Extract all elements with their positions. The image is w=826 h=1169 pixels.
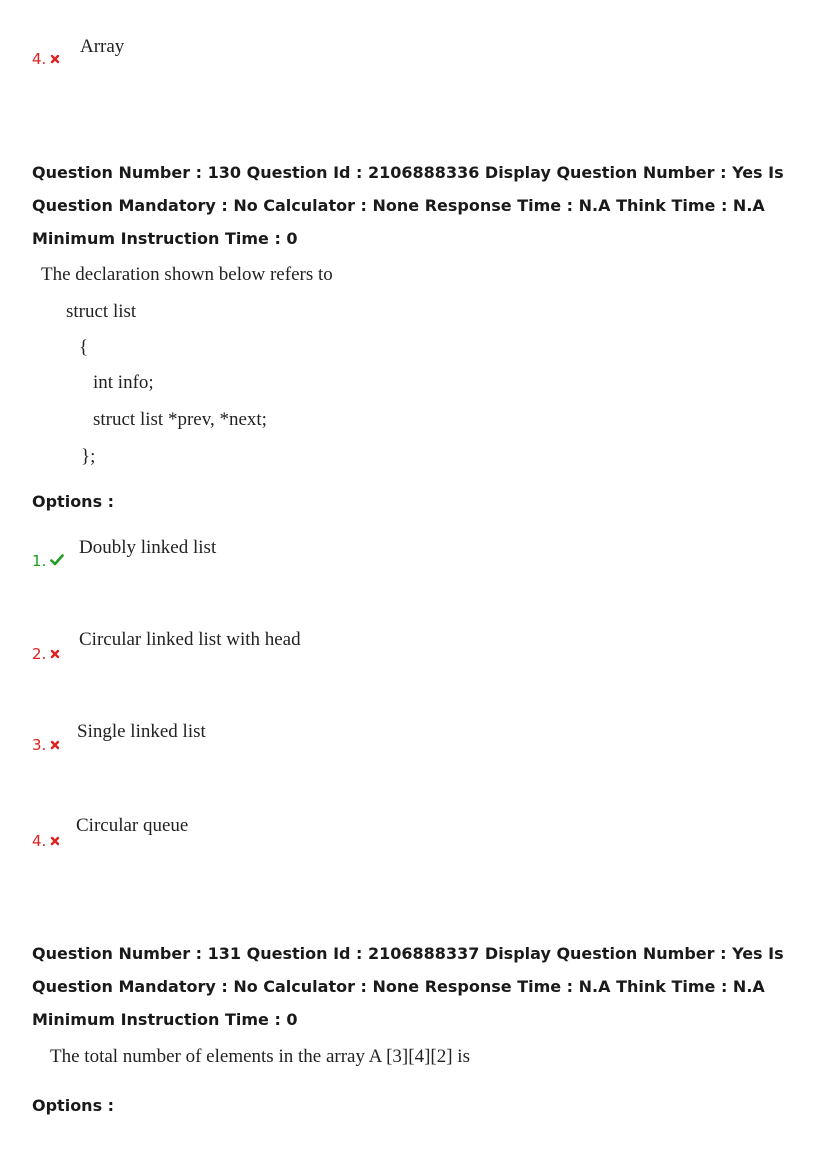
question-meta-131: Question Number : 131 Question Id : 2106888337 Display Question Number : Yes Is Question Mandatory : No Calculator : None Response Time : N.A Think Time : N.A Minimum Instruction Time : 0 — [32, 944, 784, 1029]
checkmark-icon — [50, 553, 64, 571]
code-line: }; — [81, 446, 96, 467]
option-1 — [32, 552, 64, 571]
code-line: int info; — [93, 372, 154, 393]
options-label: Options : — [32, 1096, 115, 1115]
cross-icon — [50, 737, 60, 755]
option-number: 4. — [32, 50, 47, 68]
question-stem-131: The total number of elements in the array A [3][4][2] is — [50, 1046, 470, 1067]
question-stem-130: The declaration shown below refers to — [41, 264, 333, 285]
cross-icon — [50, 833, 60, 851]
question-meta-130: Question Number : 130 Question Id : 2106888336 Display Question Number : Yes Is Question Mandatory : No Calculator : None Response Time : N.A Think Time : N.A Minimum Instruction Time : 0 — [32, 163, 784, 248]
option-number: 2. — [32, 645, 47, 663]
option-number: 3. — [32, 736, 47, 754]
cross-icon — [50, 51, 60, 69]
option-number: 4. — [32, 832, 47, 850]
code-line: struct list *prev, *next; — [93, 409, 267, 430]
option-text: Doubly linked list — [79, 537, 217, 558]
options-label: Options : — [32, 492, 115, 511]
option-4 — [32, 832, 60, 851]
option-text: Circular queue — [76, 815, 189, 836]
option-text: Circular linked list with head — [79, 629, 301, 650]
code-line: struct list — [66, 301, 137, 322]
option-text: Array — [80, 36, 125, 57]
option-text: Single linked list — [77, 721, 206, 742]
code-line: { — [79, 337, 89, 358]
option-3 — [32, 736, 60, 755]
option-4-prev — [32, 50, 60, 69]
cross-icon — [50, 646, 60, 664]
option-2 — [32, 645, 60, 664]
option-number: 1. — [32, 552, 47, 570]
